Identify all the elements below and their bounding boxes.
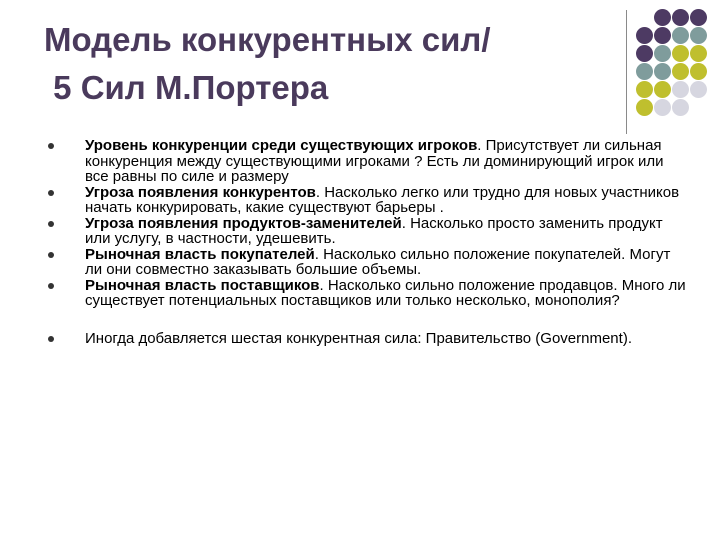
decorative-dot [654,27,671,44]
decorative-divider [626,10,627,134]
list-item [48,247,688,278]
decorative-dot [672,45,689,62]
item-heading: Угроза появления продуктов-заменителей [85,214,402,232]
decorative-dot [672,81,689,98]
list-item [48,138,688,185]
item-heading: Угроза появления конкурентов [85,183,316,201]
item-heading: Рыночная власть покупателей [85,245,315,263]
decorative-dot [636,45,653,62]
decorative-dot [636,27,653,44]
list-item [48,278,688,309]
decorative-dot [654,9,671,26]
decorative-dot [654,63,671,80]
decorative-dot [690,9,707,26]
bullet-list [48,138,688,346]
item-text: . Насколько сильно положение продавцов. Много ли существует потенциальных поставщиков или только несколько, монополия? [85,276,686,309]
bullet-icon [48,221,54,227]
item-heading: Уровень конкуренции среди существующих игроков [85,137,478,154]
decorative-dot [654,45,671,62]
list-item [48,185,688,216]
decorative-dot [672,27,689,44]
slide-title-line-2: 5 Сил М.Портера [44,69,329,106]
bullet-icon [48,143,54,149]
decorative-dot-grid [636,9,720,113]
bullet-icon [48,252,54,258]
list-item [48,216,688,247]
decorative-dot [672,63,689,80]
decorative-dot [654,99,671,116]
item-text: . Насколько легко или трудно для новых участников начать конкурировать, какие существуют барьеры . [85,183,680,216]
slide-title-line-1: Модель конкурентных сил/ [44,21,491,58]
slide-title [44,16,624,112]
bullet-icon [48,283,54,289]
decorative-dot [690,63,707,80]
item-heading: Рыночная власть поставщиков [85,276,320,294]
bullet-icon [48,190,54,196]
item-text: Иногда добавляется шестая конкурентная сила: Правительство (Government). [85,329,632,347]
decorative-dot [654,81,671,98]
decorative-dot [672,9,689,26]
item-text: . Насколько сильно положение покупателей. Могут ли они совместно заказывать большие объемы. [85,245,671,278]
decorative-dot [636,81,653,98]
item-text: . Насколько просто заменить продукт или услугу, в частности, удешевить. [85,214,663,247]
decorative-dot [690,45,707,62]
decorative-dot [690,27,707,44]
decorative-dot [636,63,653,80]
bullet-icon [48,336,54,342]
decorative-dot [636,99,653,116]
decorative-dot [690,81,707,98]
item-text: . Присутствует ли сильная конкуренция между существующими игроками ? Есть ли доминирующий игрок или все равны по силе и размеру [85,137,664,185]
decorative-dot [672,99,689,116]
list-item [48,331,688,347]
